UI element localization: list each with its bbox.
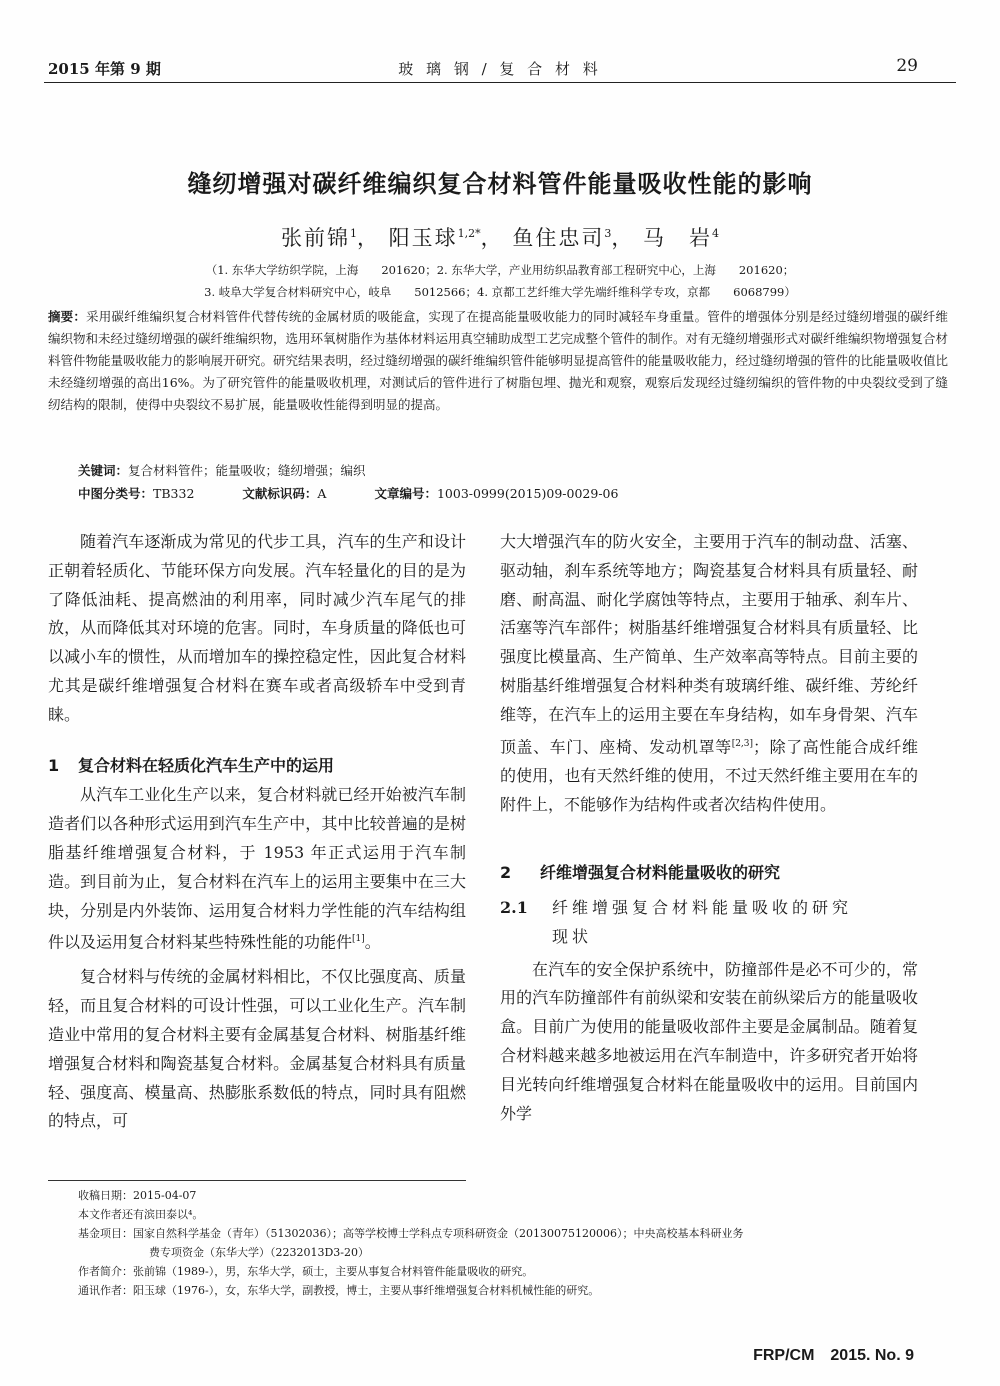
section-2-heading [500, 859, 918, 888]
fund-info: 基金项目：国家自然科学基金（青年）（51302036）；高等学校博士学科点专项科研资金（20130075120006）；中央高校基本科研业务 [78, 1227, 744, 1240]
article-number-value: 1003-0999(2015)09-0029-06 [436, 486, 619, 501]
citation-ref: [2,3] [731, 738, 754, 749]
subsection-number: 2.1 [500, 898, 528, 918]
affiliation-line-2: 3. 岐阜大学复合材料研究中心，岐阜 5012566；4. 京都工艺纤维大学先端纤维科学专攻，京都 6068799） [204, 285, 796, 299]
fund-info-cont: 费专项资金（东华大学）（2232013D3-20） [149, 1246, 370, 1259]
footnotes [78, 1186, 938, 1300]
author-name: 阳玉球 [388, 226, 458, 250]
subsection-title: 纤维增强复合材料能量吸收的研究 [552, 898, 853, 918]
footnote-rule [48, 1180, 466, 1181]
keywords-text: 复合材料管件；能量吸收；缝纫增强；编织 [128, 463, 366, 478]
section-number: 2 [500, 863, 512, 883]
doc-code-label: 文献标识码： [242, 486, 318, 501]
intro-paragraph: 随着汽车逐渐成为常见的代步工具，汽车的生产和设计正朝着轻质化、节能环保方向发展。汽车轻量化的目的是为了降低油耗、提高燃油的利用率，同时减少汽车尾气的排放，从而降低其对环境的危害。同时，车身质量的降低也可以减小车的惯性，从而增加车的操控稳定性，因此复合材料尤其是碳纤维增强复合材料在赛车或者高级轿车中受到青睐。 [48, 532, 466, 724]
right-column [500, 528, 918, 1128]
paragraph-text: 大大增强汽车的防火安全，主要用于汽车的制动盘、活塞、驱动轴，刹车系统等地方；陶瓷基复合材料具有质量轻、耐磨、耐高温、耐化学腐蚀等特点，主要用于轴承、刹车片、活塞等汽车部件；树脂基纤维增强复合材料具有质量轻、比强度比模量高、生产简单、生产效率高等特点。目前主要的树脂基纤维增强复合材料种类有玻璃纤维、碳纤维、芳纶纤维等，在汽车上的运用主要在车身结构，如车身骨架、汽车顶盖、车门、座椅、发动机罩等 [500, 532, 918, 756]
section-number: 1 [48, 755, 60, 775]
coauthor-note: 本文作者还有滨田泰以⁴。 [78, 1208, 204, 1221]
subsection-title-cont: 现状 [552, 926, 593, 946]
header-rule [44, 82, 956, 83]
citation-ref: [1] [352, 934, 365, 945]
classification-line [78, 484, 948, 502]
corresponding-author: 通讯作者：阳玉球（1976-），女，东华大学，副教授，博士，主要从事纤维增强复合材料机械性能的研究。 [78, 1284, 600, 1297]
author-name: 马 岩 [643, 226, 713, 250]
author-bio: 作者简介：张前锦（1989-），男，东华大学，硕士，主要从事复合材料管件能量吸收的研究。 [78, 1265, 534, 1278]
author-name: 鱼住忠司 [512, 226, 605, 250]
doc-code-value: A [317, 486, 327, 501]
clc-label: 中图分类号： [78, 486, 154, 501]
section-title: 纤维增强复合材料能量吸收的研究 [540, 863, 781, 883]
keywords [78, 461, 948, 479]
page-number: 29 [896, 56, 918, 76]
left-column [48, 528, 466, 1136]
clc-value: TB332 [153, 486, 195, 501]
author-affil-sup: 3 [604, 227, 612, 240]
author-affil-sup: 1,2* [457, 227, 481, 240]
received-date: 收稿日期：2015-04-07 [78, 1189, 197, 1202]
body-paragraph: 在汽车的安全保护系统中，防撞部件是必不可少的，常用的汽车防撞部件有前纵梁和安装在前纵梁后方的能量吸收盒。目前广为使用的能量吸收部件主要是金属制品。随着复合材料越来越多地被运用在汽车制造中，许多研究者开始将目光转向纤维增强复合材料在能量吸收中的运用。目前国内外学 [500, 959, 918, 1123]
paper-title: 缝纫增强对碳纤维编织复合材料管件能量吸收性能的影响 [187, 170, 813, 198]
body-paragraph [48, 781, 466, 957]
abstract-text: 采用碳纤维编织复合材料管件代替传统的金属材质的吸能盒，实现了在提高能量吸收能力的同时减轻车身重量。管件的增强体分别是经过缝纫增强的碳纤维编织物和未经过缝纫增强的碳纤维编织物，选用环氧树脂作为基体材料运用真空辅助成型工艺完成整个管件的制作。对有无缝纫增强形式对碳纤维编织物增强复合材料管件物能量吸收能力的影响展开研究。研究结果表明，经过缝纫增强的碳纤维编织管件能够明显提高管件的能量吸收能力，经过缝纫增强的管件的比能量吸收值比未经缝纫增强的高出16%。为了研究管件的能量吸收机理，对测试后的管件进行了树脂包埋、抛光和观察，观察后发现经过缝纫编织的管件物的中央裂纹受到了缝纫结构的限制，使得中央裂纹不易扩展，能量吸收性能得到明显的提高。 [48, 309, 949, 412]
affiliation-line-1: （1. 东华大学纺织学院，上海 201620；2. 东华大学，产业用纺织品教育部工程研究中心，上海 201620； [205, 263, 795, 277]
author-affil-sup: 1 [349, 227, 357, 240]
author-affil-sup: 4 [712, 227, 720, 240]
section-1-heading [48, 752, 466, 781]
issue-label: 2015 年第 9 期 [48, 60, 161, 78]
abstract-label: 摘要： [48, 309, 87, 324]
body-paragraph [500, 528, 918, 819]
article-number-label: 文章编号： [374, 486, 437, 501]
keywords-label: 关键词： [78, 463, 129, 478]
author-list: 张前锦$^1$， 阳玉球$^{1,2*}$， 鱼住忠司$^3$， 马 岩$^4$ [280, 226, 720, 250]
section-title: 复合材料在轻质化汽车生产中的运用 [78, 755, 335, 775]
body-paragraph: 复合材料与传统的金属材料相比，不仅比强度高、质量轻，而且复合材料的可设计性强，可以工业化生产。汽车制造业中常用的复合材料主要有金属基复合材料、树脂基纤维增强复合材料和陶瓷基复合材料。金属基复合材料具有质量轻、强度高、模量高、热膨胀系数低的特点，同时具有阻燃的特点，可 [48, 967, 466, 1131]
page-footer: FRP/CM 2015. No. 9 [753, 1347, 914, 1364]
paragraph-text: 从汽车工业化生产以来，复合材料就已经开始被汽车制造者们以各种形式运用到汽车生产中，其中比较普遍的是树脂基纤维增强复合材料，于 1953 年正式运用于汽车制造。到目前为止，复合材料在汽车上的运用主要集中在三大块，分别是内外装饰、运用复合材料力学性能的汽车结构组件以及运用复合材料某些特殊性能的功能件 [48, 785, 466, 952]
abstract [48, 306, 948, 416]
paragraph-end: 。 [364, 932, 381, 952]
subsection-2-1-heading [500, 894, 918, 952]
author-name: 张前锦 [280, 226, 350, 250]
journal-name: 玻 璃 钢 / 复 合 材 料 [398, 60, 602, 78]
paragraph-text: ；除了高性能合成纤维的使用，也有天然纤维的使用，不过天然纤维主要用在车的附件上，不能够作为结构件或者次结构件使用。 [500, 736, 918, 814]
